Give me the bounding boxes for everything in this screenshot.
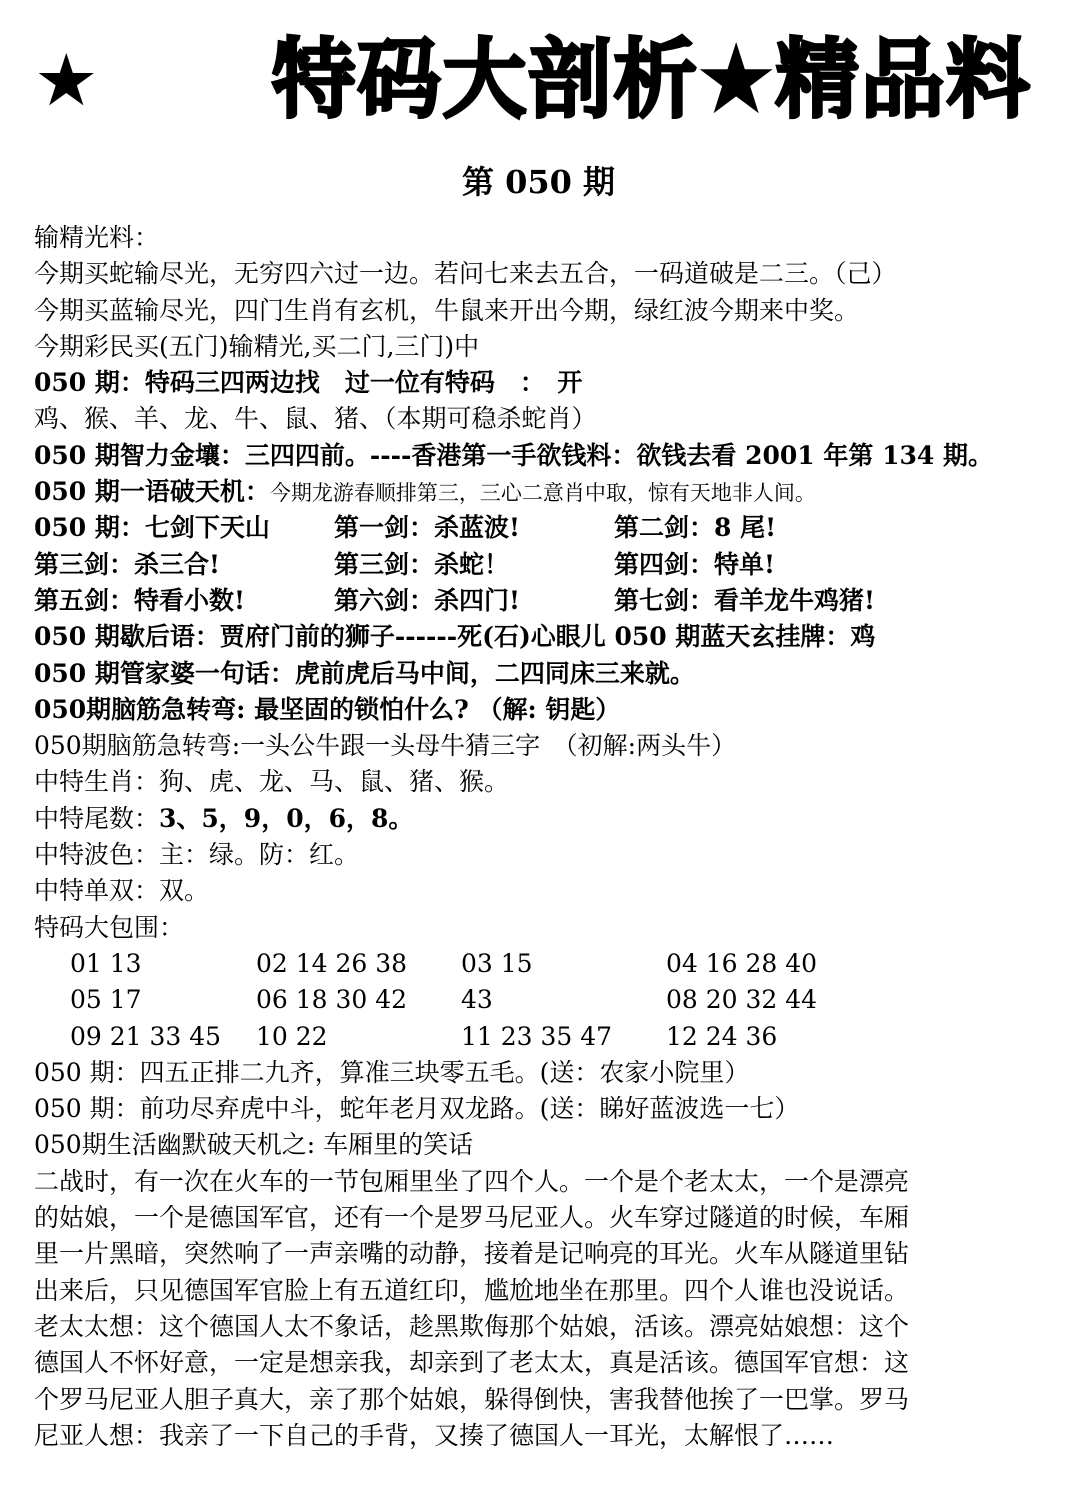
text-line bbox=[34, 474, 1044, 510]
sword-row bbox=[34, 510, 1044, 546]
story-line: 出来后，只见德国军官脸上有五道红印，尴尬地坐在那里。四个人谁也没说话。 bbox=[34, 1275, 910, 1305]
story-line: 德国人不怀好意，一定是想亲我，却亲到了老太太，真是活该。德国军官想：这 bbox=[34, 1348, 910, 1378]
text-line: 050 期管家婆一句话：虎前虎后马中间，二四同床三来就。 bbox=[34, 658, 695, 688]
text-line: 今期买蛇输尽光，无穷四六过一边。若问七来去五合，一码道破是二三。（己） bbox=[34, 259, 897, 289]
grid-row bbox=[34, 982, 1044, 1018]
text-line bbox=[34, 801, 1044, 837]
line-body: 3、5，9，0，6，8。 bbox=[159, 803, 414, 833]
grid-row bbox=[34, 946, 1044, 982]
text-line: 中特生肖：狗、虎、龙、马、鼠、猪、猴。 bbox=[34, 767, 510, 797]
text-line: 050 期：四五正排二九齐，算准三块零五毛。(送：农家小院里） bbox=[34, 1057, 750, 1087]
number-group: 06 18 30 42 bbox=[256, 985, 408, 1015]
text-line: 中特波色：主：绿。防：红。 bbox=[34, 840, 360, 870]
sword-item: 第三剑：杀三合! bbox=[34, 549, 220, 579]
number-group: 09 21 33 45 bbox=[70, 1021, 222, 1051]
story-line: 老太太想：这个德国人太不象话，趁黑欺侮那个姑娘，活该。漂亮姑娘想：这个 bbox=[34, 1311, 910, 1341]
star-icon: ★ bbox=[34, 38, 99, 122]
number-group: 03 15 bbox=[461, 948, 533, 978]
number-group: 04 16 28 40 bbox=[666, 948, 818, 978]
number-group: 11 23 35 47 bbox=[461, 1021, 613, 1051]
story-line: 尼亚人想：我亲了一下自己的手背，又揍了德国人一耳光，太解恨了…… bbox=[34, 1420, 835, 1450]
content bbox=[34, 220, 1044, 1454]
number-grid bbox=[34, 946, 1044, 1055]
text-line: 今期彩民买(五门)输精光,买二门,三门)中 bbox=[34, 331, 480, 361]
text-line: 中特单双：双。 bbox=[34, 876, 210, 906]
sword-row bbox=[34, 583, 1044, 619]
line-body: 今期龙游春顺排第三，三心二意肖中取，惊有天地非人间。 bbox=[269, 481, 816, 506]
banner-title: 特码大剖析★精品料 bbox=[272, 30, 1032, 130]
sword-item: 第七剑：看羊龙牛鸡猪! bbox=[614, 585, 875, 615]
header bbox=[0, 22, 1077, 142]
sword-item: 第二剑：8 尾! bbox=[614, 513, 777, 543]
text-line: 050期脑筋急转弯: 最坚固的锁怕什么? （解: 钥匙） bbox=[34, 694, 621, 724]
text-line: 鸡、猴、羊、龙、牛、鼠、猪、（本期可稳杀蛇肖） bbox=[34, 404, 597, 434]
number-group: 12 24 36 bbox=[666, 1021, 778, 1051]
sword-item: 050 期：七剑下天山 bbox=[34, 513, 270, 543]
number-group: 01 13 bbox=[70, 948, 142, 978]
text-line: 今期买蓝输尽光，四门生肖有玄机，牛鼠来开出今期，绿红波今期来中奖。 bbox=[34, 295, 860, 325]
line-prefix: 050 期一语破天机： bbox=[34, 477, 270, 507]
text-line: 050期脑筋急转弯:一头公牛跟一头母牛猜三字 （初解:两头牛） bbox=[34, 731, 737, 761]
text-line: 050 期：特码三四两边找 过一位有特码 ： 开 bbox=[34, 368, 583, 398]
text-line: 输精光料： bbox=[34, 223, 160, 252]
story-paragraph bbox=[34, 1164, 1044, 1454]
story-line: 个罗马尼亚人胆子真大，亲了那个姑娘，躲得倒快，害我替他挨了一巴掌。罗马 bbox=[34, 1384, 910, 1414]
sword-row bbox=[34, 547, 1044, 583]
grid-row bbox=[34, 1019, 1044, 1055]
number-group: 02 14 26 38 bbox=[256, 948, 408, 978]
sword-item: 第五剑：特看小数! bbox=[34, 585, 245, 615]
number-group: 05 17 bbox=[70, 985, 142, 1015]
sword-item: 第六剑：杀四门! bbox=[334, 585, 520, 615]
issue-title: 第 050 期 bbox=[461, 163, 616, 201]
number-group: 08 20 32 44 bbox=[666, 985, 818, 1015]
number-group: 10 22 bbox=[256, 1021, 328, 1051]
sword-item: 第一剑：杀蓝波! bbox=[334, 513, 520, 543]
story-line: 二战时，有一次在火车的一节包厢里坐了四个人。一个是个老太太，一个是漂亮 bbox=[34, 1166, 910, 1196]
text-line: 050 期智力金壤：三四四前。----香港第一手欲钱料：欲钱去看 2001 年第 134 期。 bbox=[34, 440, 993, 470]
text-line: 050 期：前功尽弃虎中斗，蛇年老月双龙路。(送：睇好蓝波选一七） bbox=[34, 1094, 800, 1124]
text-line: 050 期歇后语：贾府门前的狮子------死(石)心眼儿 050 期蓝天玄挂牌：鸡 bbox=[34, 622, 876, 652]
sword-item: 第四剑：特单! bbox=[614, 549, 775, 579]
text-line: 特码大包围： bbox=[34, 912, 185, 942]
number-group: 43 bbox=[461, 985, 493, 1015]
line-prefix: 中特尾数： bbox=[34, 803, 160, 833]
sword-item: 第三剑：杀蛇！ bbox=[334, 549, 510, 579]
story-line: 的姑娘，一个是德国军官，还有一个是罗马尼亚人。火车穿过隧道的时候，车厢 bbox=[34, 1203, 910, 1233]
text-line: 050期生活幽默破天机之: 车厢里的笑话 bbox=[34, 1130, 474, 1160]
story-line: 里一片黑暗，突然响了一声亲嘴的动静，接着是记响亮的耳光。火车从隧道里钻 bbox=[34, 1239, 910, 1269]
